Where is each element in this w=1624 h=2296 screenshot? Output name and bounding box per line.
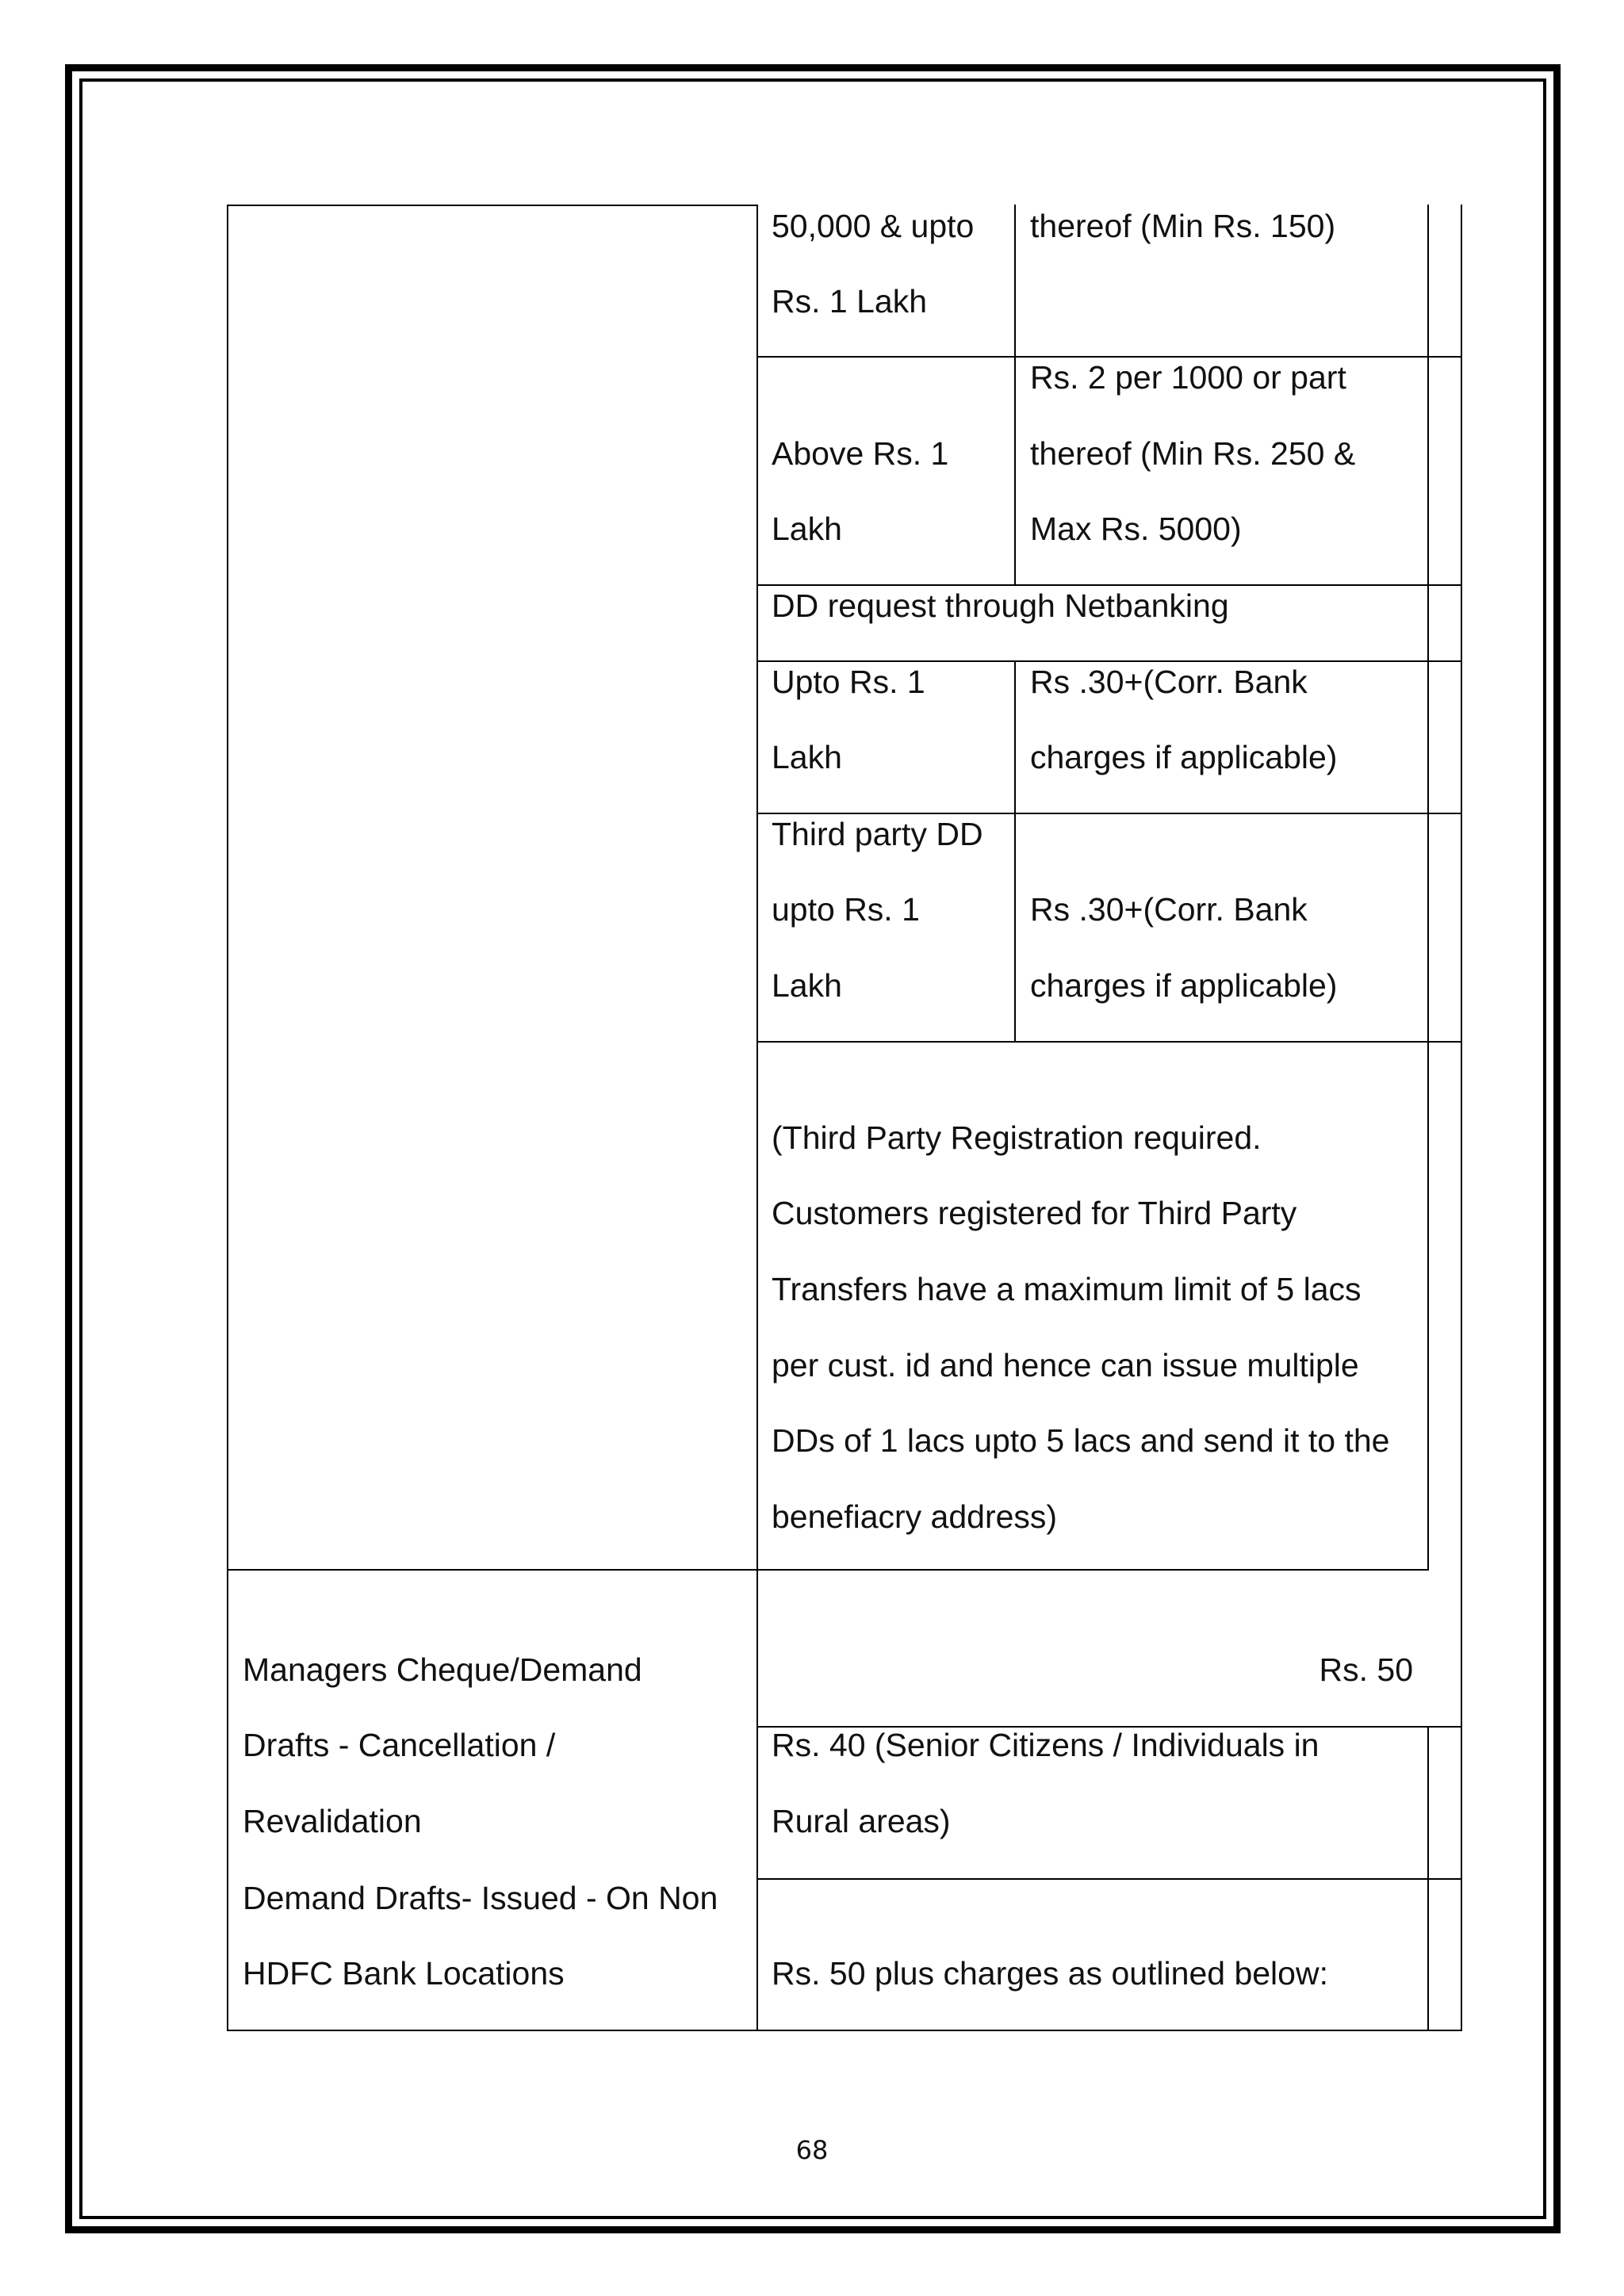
note-text: benefiacry address) <box>772 1498 1058 1535</box>
table-line <box>1427 660 1429 1041</box>
charge-text: Rs .30+(Corr. Bank <box>1030 891 1308 928</box>
service-name: Revalidation <box>243 1803 422 1839</box>
charge-text: Max Rs. 5000) <box>1030 511 1242 547</box>
table-line <box>756 205 758 2031</box>
charge-text: Rs. 2 per 1000 or part <box>1030 359 1346 396</box>
slab-text: Upto Rs. 1 <box>772 664 925 700</box>
note-text: (Third Party Registration required. <box>772 1119 1262 1156</box>
slab-text: Lakh <box>772 967 842 1004</box>
slab-text: Lakh <box>772 511 842 547</box>
table-line <box>756 356 1462 358</box>
table-line <box>1427 1041 1429 1569</box>
page-number: 68 <box>795 2135 829 2165</box>
table-line <box>1427 205 1429 660</box>
slab-text: Lakh <box>772 739 842 775</box>
slab-text: Rs. 1 Lakh <box>772 283 927 320</box>
note-text: Customers registered for Third Party <box>772 1195 1297 1231</box>
note-text: DDs of 1 lacs upto 5 lacs and send it to the <box>772 1422 1390 1459</box>
service-name: Managers Cheque/Demand <box>243 1651 642 1688</box>
section-heading: DD request through Netbanking <box>772 587 1229 624</box>
table-line <box>756 813 1462 814</box>
service-charge: Rs. 50 plus charges as outlined below: <box>772 1955 1328 1992</box>
table-line <box>756 1878 1462 1880</box>
slab-text: 50,000 & upto <box>772 208 975 244</box>
table-line-bottom <box>227 2030 1462 2031</box>
table-line <box>756 584 1462 586</box>
service-charge: Rs. 50 <box>1319 1651 1413 1688</box>
slab-text: Third party DD <box>772 816 983 852</box>
charge-text: Rs .30+(Corr. Bank <box>1030 664 1308 700</box>
table-line <box>1014 205 1016 584</box>
charge-text: charges if applicable) <box>1030 967 1338 1004</box>
table-line-left <box>227 205 228 2031</box>
table-line <box>227 1569 1429 1571</box>
charge-text: charges if applicable) <box>1030 739 1338 775</box>
table-line <box>1014 660 1016 1041</box>
service-name: Drafts - Cancellation / <box>243 1727 556 1763</box>
service-name: HDFC Bank Locations <box>243 1955 565 1992</box>
charge-text: thereof (Min Rs. 150) <box>1030 208 1336 244</box>
slab-text: upto Rs. 1 <box>772 891 920 928</box>
charge-text: Rs. 40 (Senior Citizens / Individuals in <box>772 1727 1320 1763</box>
slab-text: Above Rs. 1 <box>772 435 949 472</box>
service-name: Demand Drafts- Issued - On Non <box>243 1880 718 1916</box>
table-line <box>756 660 1462 662</box>
note-text: per cust. id and hence can issue multiple <box>772 1347 1359 1383</box>
note-text: Transfers have a maximum limit of 5 lacs <box>772 1271 1362 1307</box>
charge-text: thereof (Min Rs. 250 & <box>1030 435 1356 472</box>
table-line <box>756 1041 1462 1043</box>
charge-text: Rural areas) <box>772 1803 951 1839</box>
table-line-top <box>227 205 758 206</box>
table-line-right <box>1461 205 1462 2031</box>
table-line <box>1427 1726 1429 2031</box>
